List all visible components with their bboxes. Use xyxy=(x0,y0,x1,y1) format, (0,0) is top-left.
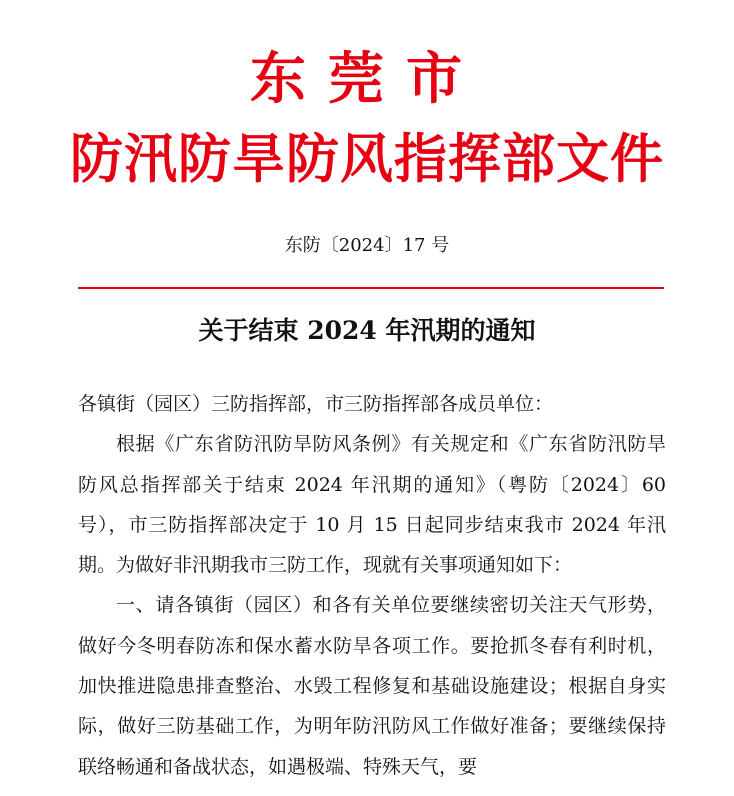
paragraph-intro: 根据《广东省防汛防旱防风条例》有关规定和《广东省防汛防旱防风总指挥部关于结束 2024 年汛期的通知》（粤防〔2024〕60 号），市三防指挥部决定于 10 月 15 日起同步结束我市 2024 年汛期。为做好非汛期我市三防工作，现就有关事项通知如下： xyxy=(78,433,666,577)
salutation: 各镇街（园区）三防指挥部，市三防指挥部各成员单位： xyxy=(78,393,554,415)
document-number: 东防〔2024〕17 号 xyxy=(284,235,450,256)
issuing-city: 东莞市 xyxy=(250,46,484,112)
notice-title: 关于结束 2024 年汛期的通知 xyxy=(198,316,536,345)
notice-body xyxy=(78,384,666,787)
red-divider-line xyxy=(78,287,664,289)
issuing-organization: 防汛防旱防风指挥部文件 xyxy=(70,128,664,190)
paragraph-item-1: 一、请各镇街（园区）和各有关单位要继续密切关注天气形势，做好今冬明春防冻和保水蓄水防旱各项工作。要抢抓冬春有利时机，加快推进隐患排查整治、水毁工程修复和基础设施建设；根据自身实际，做好三防基础工作，为明年防汛防风工作做好准备；要继续保持联络畅通和备战状态，如遇极端、特殊天气，要 xyxy=(78,594,666,778)
